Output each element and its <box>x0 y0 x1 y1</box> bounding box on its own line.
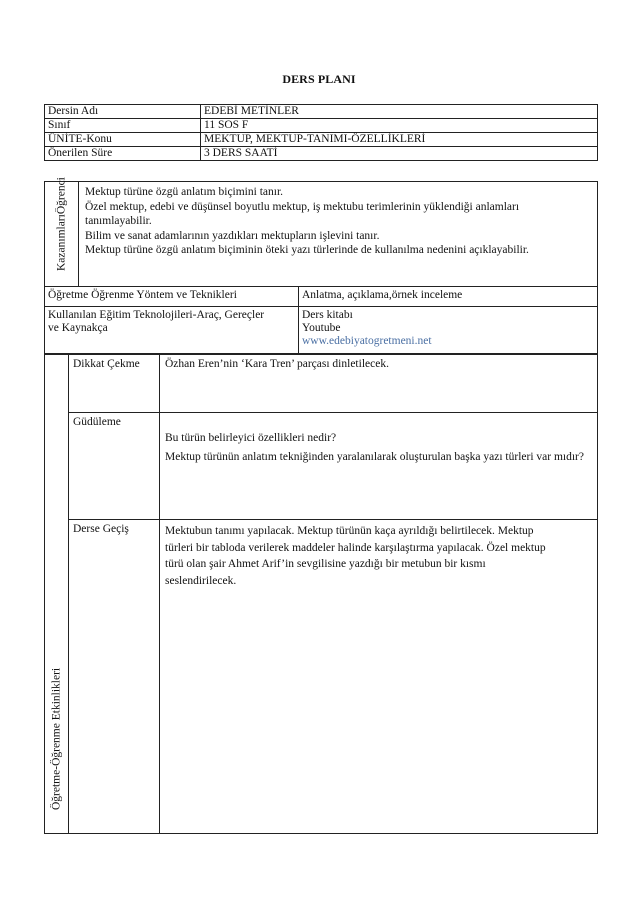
table-row <box>45 119 598 133</box>
motivation-label: Güdüleme <box>69 413 160 520</box>
kazanimlar-vertical-label-cell <box>45 177 79 287</box>
info-label: Sınıf <box>45 119 201 133</box>
table-row <box>45 147 598 161</box>
page-title: DERS PLANI <box>282 72 356 86</box>
technology-label-line: Kullanılan Eğitim Teknolojileri-Araç, Gereçler <box>48 309 265 321</box>
table-row <box>45 133 598 147</box>
table-row <box>45 355 598 413</box>
technology-label-line: ve Kaynakça <box>48 322 108 334</box>
website-link[interactable]: www.edebiyatogretmeni.net <box>302 335 432 347</box>
attention-label: Dikkat Çekme <box>69 355 160 413</box>
table-row <box>45 182 598 287</box>
table-row <box>45 307 598 354</box>
table-row <box>45 413 598 520</box>
method-value: Anlatma, açıklama,örnek inceleme <box>299 287 598 307</box>
table-row <box>45 520 598 834</box>
transition-line: türü olan şair Ahmet Arif’in sevgilisine yazdığı bir metubun bir kısmı <box>165 558 486 570</box>
info-value: 11 SOS F <box>201 119 598 133</box>
technology-values <box>299 307 598 354</box>
info-label: Dersin Adı <box>45 105 201 119</box>
transition-line: türleri bir tabloda verilerek maddeler halinde karşılaştırma yapılacak. Özel mektup <box>165 541 546 554</box>
table-row <box>45 105 598 119</box>
activities-vertical-label: Öğretme-Öğrenme Etkinlikleri <box>50 667 62 810</box>
attention-text: Özhan Eren’nin ‘Kara Tren’ parçası dinletilecek. <box>160 355 598 413</box>
info-label: ÜNİTE-Konu <box>45 133 201 147</box>
transition-label: Derse Geçiş <box>69 520 160 834</box>
technology-item: Ders kitabı <box>302 309 353 321</box>
kazanimlar-list <box>79 182 598 287</box>
transition-text <box>160 520 598 834</box>
activities-table <box>44 354 598 834</box>
list-item: Özel mektup, edebi ve düşünsel boyutlu mektup, iş mektubu terimlerinin yüklendiği anlamları <box>85 200 520 213</box>
list-item: Mektup türüne özgü anlatım biçiminin öteki yazı türlerinde de kullanılma nedenini açıklayabilir. <box>85 244 529 256</box>
table-row <box>45 287 598 307</box>
info-label: Önerilen Süre <box>45 147 201 161</box>
info-table <box>44 104 598 161</box>
activities-vertical-label-cell <box>45 355 69 834</box>
info-value: MEKTUP, MEKTUP-TANIMI-ÖZELLİKLERİ <box>201 133 598 147</box>
list-item: Bilim ve sanat adamlarının yazdıkları mektupların işlevini tanır. <box>85 229 380 242</box>
list-item: tanımlayabilir. <box>85 215 152 227</box>
method-table <box>44 286 598 354</box>
transition-line: Mektubun tanımı yapılacak. Mektup türünün kaça ayrıldığı belirtilecek. Mektup <box>165 525 534 537</box>
motivation-question: Bu türün belirleyici özellikleri nedir? <box>165 432 337 444</box>
transition-line: seslendirilecek. <box>165 574 237 587</box>
info-value: 3 DERS SAATİ <box>201 147 598 161</box>
kazanimlar-vertical-label: KazanımlarıÖğrenci <box>55 177 67 271</box>
technology-item: Youtube <box>302 322 341 334</box>
kazanimlar-table <box>44 177 598 287</box>
motivation-text <box>160 413 598 520</box>
info-value: EDEBİ METİNLER <box>201 105 598 119</box>
technology-label <box>45 307 299 354</box>
list-item: Mektup türüne özgü anlatım biçimini tanır. <box>85 186 284 198</box>
method-label: Öğretme Öğrenme Yöntem ve Teknikleri <box>45 287 299 307</box>
motivation-question: Mektup türünün anlatım tekniğinden yaralanılarak oluşturulan başka yazı türleri var mıdır? <box>165 451 584 463</box>
